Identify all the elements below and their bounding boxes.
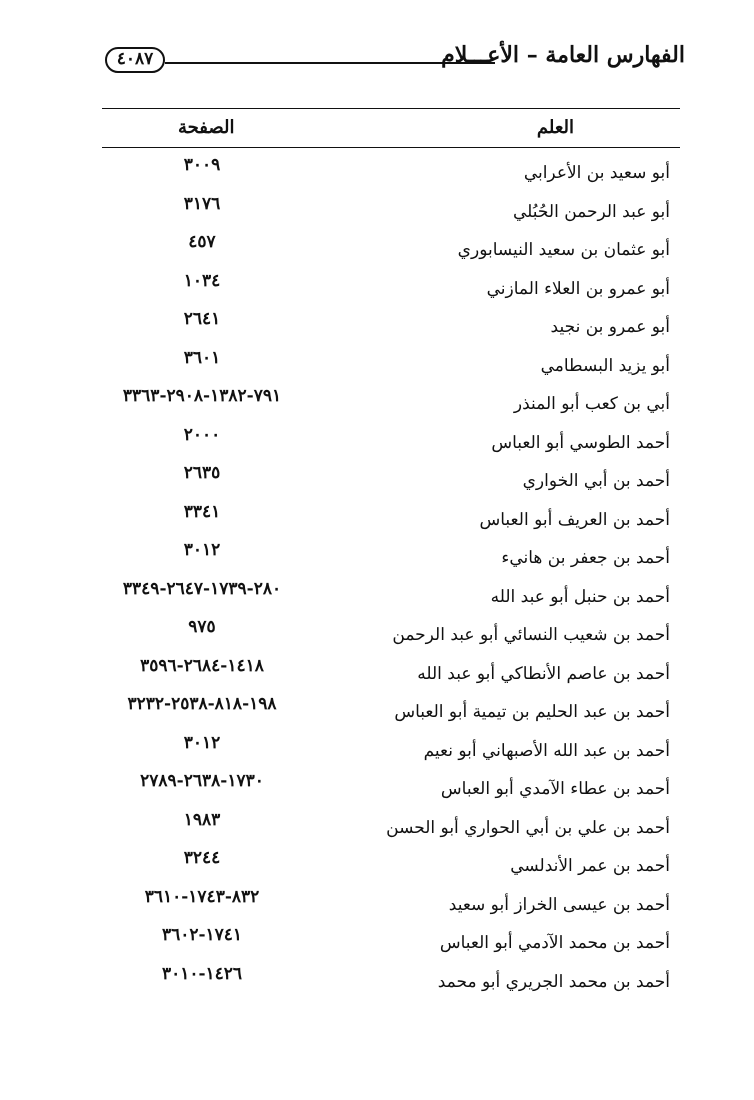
column-header-name: العلم (536, 117, 574, 138)
entry-name: أحمد بن العريف أبو العباس (479, 509, 670, 530)
entry-pages: ١٠٣٤ (183, 270, 221, 291)
entry-name: أبو عبد الرحمن الحُبُلي (512, 201, 670, 222)
table-row (102, 653, 680, 692)
table-row (102, 807, 680, 846)
table-top-rule (102, 108, 680, 109)
entry-pages: ١٧٣٠-٢٦٣٨-٢٧٨٩ (140, 771, 264, 791)
entry-name: أبو عمرو بن العلاء المازني (486, 278, 670, 299)
entry-name: أحمد بن جعفر بن هانيء (501, 548, 670, 568)
entry-pages: ١٤١٨-٢٦٨٤-٣٥٩٦ (140, 655, 264, 676)
entry-name: أحمد بن عبد الحليم بن تيمية أبو العباس (394, 702, 670, 722)
entry-pages: ٣٣٤١ (183, 501, 221, 522)
entry-name: أحمد بن علي بن أبي الحواري أبو الحسن (386, 817, 670, 838)
entry-pages: ٣٢٤٤ (183, 848, 221, 868)
table-row (102, 845, 680, 884)
table-row (102, 961, 680, 1000)
entry-pages: ١٤٢٦-٣٠١٠ (161, 963, 243, 984)
table-row (102, 306, 680, 345)
entry-pages: ٧٩١-١٣٨٢-٢٩٠٨-٣٣٦٣ (122, 386, 282, 406)
table-row (102, 691, 680, 730)
entry-name: أحمد بن حنبل أبو عبد الله (490, 586, 670, 607)
table-row (102, 537, 680, 576)
entry-name: أحمد بن عمر الأندلسي (510, 856, 670, 876)
entry-name: أبو عمرو بن نجيد (550, 317, 670, 337)
entry-pages: ٢٦٣٥ (183, 463, 221, 483)
table-row (102, 884, 680, 923)
page-number: ٤٠٨٧ (105, 47, 165, 73)
table-row (102, 191, 680, 230)
entry-pages: ٩٧٥ (188, 617, 216, 637)
entry-name: أحمد بن عبد الله الأصبهاني أبو نعيم (423, 740, 670, 761)
entry-name: أحمد بن محمد الجريري أبو محمد (437, 971, 670, 992)
running-title: الفهارس العامة – الأعـــلام (441, 42, 685, 68)
entry-name: أحمد بن شعيب النسائي أبو عبد الرحمن (392, 625, 670, 645)
table-row (102, 229, 680, 268)
table-row (102, 768, 680, 807)
table-header-rule (102, 147, 680, 148)
table-row (102, 460, 680, 499)
column-header-pages: الصفحة (178, 117, 235, 138)
entry-pages: ١٩٨-٨١٨-٢٥٣٨-٣٢٣٢ (127, 694, 277, 714)
table-row (102, 614, 680, 653)
table-row (102, 922, 680, 961)
entry-name: أحمد الطوسي أبو العباس (491, 432, 670, 453)
entry-name: أبو عثمان بن سعيد النيسابوري (457, 240, 670, 260)
entry-pages: ٨٣٢-١٧٤٣-٣٦١٠ (144, 886, 260, 907)
entry-pages: ٢٨٠-١٧٣٩-٢٦٤٧-٣٣٤٩ (122, 578, 282, 599)
entry-pages: ٢٠٠٠ (183, 424, 221, 445)
entry-pages: ٣٠٠٩ (183, 155, 221, 175)
entry-name: أبو سعيد بن الأعرابي (523, 163, 670, 183)
entry-name: أحمد بن عطاء الآمدي أبو العباس (440, 779, 670, 799)
entry-name: أبي بن كعب أبو المنذر (513, 394, 670, 414)
index-table (102, 152, 680, 999)
entry-pages: ٢٦٤١ (183, 309, 221, 329)
table-row (102, 268, 680, 307)
entry-name: أحمد بن عاصم الأنطاكي أبو عبد الله (417, 663, 670, 684)
entry-pages: ٣١٧٦ (183, 193, 221, 214)
entry-pages: ٣٦٠١ (183, 347, 221, 368)
table-row (102, 383, 680, 422)
entry-name: أحمد بن أبي الخواري (522, 471, 670, 491)
entry-pages: ١٩٨٣ (183, 809, 221, 830)
table-row (102, 576, 680, 615)
entry-name: أبو يزيد البسطامي (540, 355, 670, 376)
table-row (102, 152, 680, 191)
entry-name: أحمد بن عيسى الخراز أبو سعيد (448, 894, 670, 915)
table-row (102, 345, 680, 384)
entry-pages: ٤٥٧ (188, 232, 216, 252)
table-row (102, 730, 680, 769)
entry-name: أحمد بن محمد الآدمي أبو العباس (439, 933, 670, 953)
table-row (102, 499, 680, 538)
table-row (102, 422, 680, 461)
entry-pages: ١٧٤١-٣٦٠٢ (161, 925, 243, 945)
page-header (105, 40, 685, 80)
header-rule (165, 62, 495, 64)
entry-pages: ٣٠١٢ (183, 540, 221, 560)
entry-pages: ٣٠١٢ (183, 732, 221, 753)
